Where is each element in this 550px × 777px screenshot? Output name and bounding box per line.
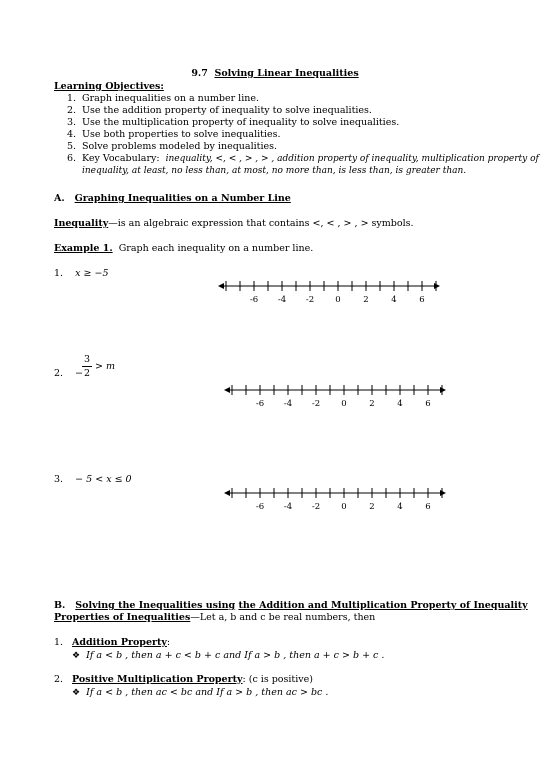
example-1 (54, 243, 313, 255)
tick-label: -2 (305, 295, 315, 304)
objective-num: 5. (67, 141, 77, 152)
tick-label: 2 (363, 295, 369, 304)
vocab-label: Key Vocabulary: (82, 153, 160, 164)
properties-heading: Properties of Inequalities (54, 612, 191, 623)
section-b-letter: B. (54, 600, 66, 611)
tick-label: 6 (425, 502, 431, 511)
left-arrow-icon (224, 490, 230, 496)
property-num: 1. (54, 637, 64, 648)
problem-num: 3. (54, 474, 64, 485)
example-text: Graph each inequality on a number line. (118, 243, 314, 254)
tick-label: -4 (283, 502, 293, 511)
problem-2-minus: − (75, 368, 83, 379)
example-label: Example 1. (54, 243, 113, 254)
inequality-definition (54, 218, 414, 230)
objective-item-6 (67, 153, 539, 165)
vocab-list-line2: inequality, at least, no less than, at most, no more than, is less than, is greater than. (82, 166, 467, 176)
tick-label: 0 (335, 295, 341, 304)
objective-item-4 (67, 129, 281, 141)
tick-label: -6 (249, 295, 259, 304)
tick-label: 2 (369, 502, 375, 511)
property-num: 2. (54, 674, 64, 685)
tick-label: -2 (311, 502, 321, 511)
tick-label: 4 (397, 502, 403, 511)
fraction-numerator: 3 (83, 354, 91, 365)
property-rule: If a < b , then ac < bc and If a > b , then ac > bc . (86, 687, 329, 698)
problem-1 (54, 268, 109, 280)
objective-num: 6. (67, 153, 77, 164)
tick-label: -6 (255, 502, 265, 511)
property-1-rule (72, 650, 384, 662)
objective-text: Solve problems modeled by inequalities. (82, 141, 278, 152)
objective-item-2 (67, 105, 372, 117)
fraction-denominator: 2 (83, 368, 91, 379)
section-b-heading (54, 600, 528, 612)
objectives-heading: Learning Objectives: (54, 81, 164, 92)
property-suffix: : (c is positive) (242, 674, 313, 685)
properties-intro (54, 612, 375, 624)
objective-num: 3. (67, 117, 77, 128)
objective-text: Use the multiplication property of inequality to solve inequalities. (82, 117, 400, 128)
right-arrow-icon (440, 490, 446, 496)
tick-label: 0 (341, 399, 347, 408)
tick-label: -4 (277, 295, 287, 304)
left-arrow-icon (224, 387, 230, 393)
problem-expr: x ≥ −5 (75, 268, 109, 279)
tick-label: 2 (369, 399, 375, 408)
section-b-title-part2: the Addition and Multiplication Property of Inequality (238, 600, 528, 611)
objective-num: 1. (67, 93, 77, 104)
problem-2-num: 2. (54, 368, 64, 379)
objective-num: 4. (67, 129, 77, 140)
property-name: Addition Property (72, 637, 167, 648)
diamond-bullet-icon: ❖ (72, 688, 81, 698)
property-1 (54, 637, 170, 649)
tick-label: -6 (255, 399, 265, 408)
tick-label: 4 (397, 399, 403, 408)
tick-label: 6 (425, 399, 431, 408)
objective-text: Use both properties to solve inequalities. (82, 129, 281, 140)
property-rule: If a < b , then a + c < b + c and If a > b , then a + c > b + c . (86, 650, 385, 661)
right-arrow-icon (434, 283, 440, 289)
property-2 (54, 674, 313, 686)
problem-num: 1. (54, 268, 64, 279)
problem-3 (54, 474, 132, 486)
tick-label: 6 (419, 295, 425, 304)
tick-label: 4 (391, 295, 397, 304)
tick-label: -2 (311, 399, 321, 408)
number-line-3[interactable] (220, 485, 450, 511)
section-a-heading (54, 193, 291, 205)
objective-item-5 (67, 141, 277, 153)
objective-num: 2. (67, 105, 77, 116)
number-line-1[interactable] (214, 278, 444, 304)
property-2-rule (72, 687, 328, 699)
page-title (0, 68, 550, 80)
properties-text: —Let a, b and c be real numbers, then (190, 612, 376, 623)
right-arrow-icon (440, 387, 446, 393)
property-name: Positive Multiplication Property (72, 674, 243, 685)
problem-expr: − 5 < x ≤ 0 (75, 474, 132, 485)
tick-label: 0 (341, 502, 347, 511)
problem-2-rest: > m (95, 361, 115, 372)
section-b-title-part1: Solving the Inequalities using (75, 600, 236, 611)
objective-item-3 (67, 117, 399, 129)
section-a-title: Graphing Inequalities on a Number Line (74, 193, 291, 204)
section-number: 9.7 (191, 68, 208, 79)
title-text: Solving Linear Inequalities (214, 68, 359, 79)
diamond-bullet-icon: ❖ (72, 651, 81, 661)
vocab-list-line1: inequality, <, < , > , > , addition property of inequality, multiplication property of (165, 154, 539, 164)
fraction-bar (82, 366, 92, 367)
left-arrow-icon (218, 283, 224, 289)
property-suffix: : (166, 637, 171, 648)
definition-term: Inequality (54, 218, 109, 229)
section-a-letter: A. (54, 193, 65, 204)
objective-item-1 (67, 93, 259, 105)
number-line-2[interactable] (220, 382, 450, 408)
objective-text: Use the addition property of inequality to solve inequalities. (82, 105, 372, 116)
definition-text: —is an algebraic expression that contains <, < , > , > symbols. (108, 218, 414, 229)
tick-label: -4 (283, 399, 293, 408)
objective-text: Graph inequalities on a number line. (82, 93, 259, 104)
